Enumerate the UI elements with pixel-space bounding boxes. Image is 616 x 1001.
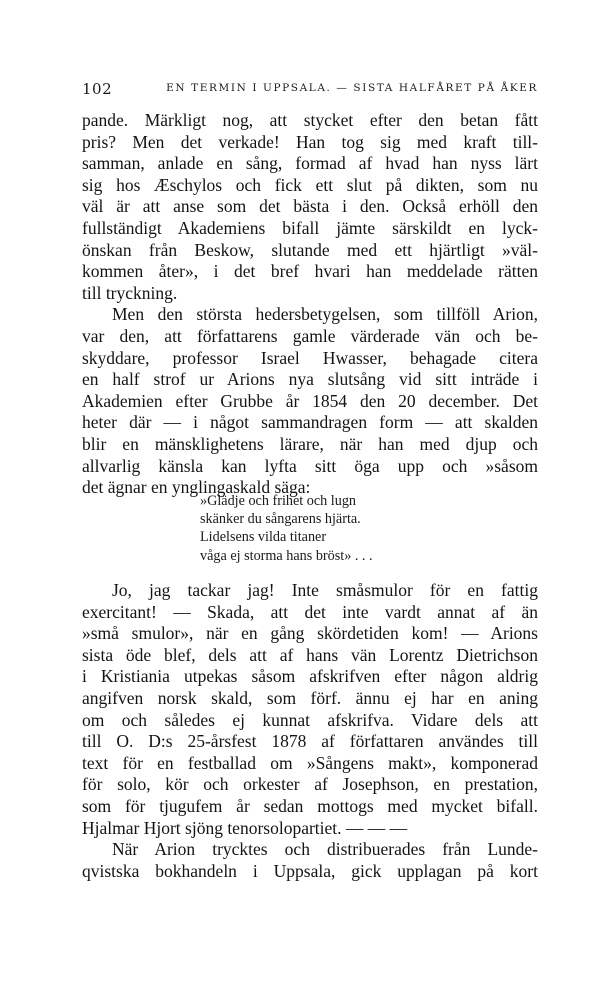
text-line: om och således ej kunnat afskrifva. Vidare dels att	[82, 709, 538, 730]
text-line: det ägnar en ynglingaskald säga:	[82, 477, 311, 498]
text-block-1	[82, 110, 538, 499]
text-line: pris? Men det verkade! Han tog sig med kraft till-	[82, 131, 538, 152]
running-header	[82, 80, 538, 102]
text-line: skyddare, professor Israel Hwasser, behagade citera	[82, 347, 538, 368]
text-block-2	[82, 580, 538, 882]
text-line: samman, anlade en sång, formad af hvad han nyss lärt	[82, 153, 538, 174]
text-line: Jo, jag tackar jag! Inte småsmulor för en fattig	[112, 580, 538, 600]
text-line: Men den största hedersbetygelsen, som tillföll Arion,	[112, 304, 538, 325]
text-line: text för en festballad om »Sångens makt», komponerad	[82, 752, 538, 773]
text-line: Hjalmar Hjort sjöng tenorsolopartiet. — — —	[82, 817, 408, 838]
poem-line: skänker du sångarens hjärta.	[200, 511, 361, 528]
text-line: Akademien efter Grubbe år 1854 den 20 december. Det	[82, 390, 538, 411]
poem-line: Lidelsens vilda titaner	[200, 529, 327, 546]
text-line: kommen åter», i det bref hvari han meddelade rätten	[82, 261, 538, 282]
poem-line: våga ej storma hans bröst» . . .	[200, 547, 373, 564]
text-line: väl är att anse som det bästa i den. Också erhöll den	[82, 196, 538, 217]
text-line: angifven norsk skald, som förf. ännu ej har en aning	[82, 687, 538, 708]
text-line: var den, att författarens gamle värderade vän och be-	[82, 325, 538, 346]
text-line: heter där — i något sammandragen form — att skalden	[82, 412, 538, 433]
text-line: för solo, kör och orkester af Josephson, en prestation,	[82, 774, 538, 795]
text-line: önskan från Beskow, slutande med ett hjärtligt »väl-	[82, 239, 538, 260]
poem-line: »Glädje och frihet och lugn	[200, 493, 357, 509]
text-line: allvarlig känsla kan lyfta sitt öga upp och »såsom	[82, 455, 538, 476]
text-line: i Kristiania utpekas såsom afskrifven efter någon aldrig	[82, 666, 538, 687]
text-line: fullständigt Akademiens bifall jämte särskildt en lyck-	[82, 217, 538, 238]
poem-quote	[200, 492, 520, 565]
running-title: EN TERMIN I UPPSALA. — SISTA HALFÅRET PÅ ÅKER	[166, 82, 538, 94]
text-line: När Arion trycktes och distribuerades från Lunde-	[112, 839, 538, 860]
text-line: »små smulor», när en gång skördetiden kom! — Arions	[82, 623, 538, 644]
text-line: sista öde blef, dels att af hans vän Lorentz Dietrichson	[82, 644, 538, 665]
text-line: qvistska bokhandeln i Uppsala, gick upplagan på kort	[82, 860, 538, 881]
text-line: pande. Märkligt nog, att stycket efter den betan fått	[82, 110, 538, 130]
text-line: sig hos Æschylos och fick ett slut på dikten, som nu	[82, 174, 538, 195]
text-line: till tryckning.	[82, 282, 178, 303]
text-line: som för tjugufem år sedan mottogs med mycket bifall.	[82, 795, 538, 816]
text-line: en half strof ur Arions nya slutsång vid sitt inträde i	[82, 369, 538, 390]
page-number: 102	[82, 80, 113, 98]
text-line: blir en mänsklighetens lärare, när han med djup och	[82, 433, 538, 454]
text-line: till O. D:s 25-årsfest 1878 af författaren användes till	[82, 731, 538, 752]
text-line: exercitant! — Skada, att det inte vardt annat af än	[82, 601, 538, 622]
